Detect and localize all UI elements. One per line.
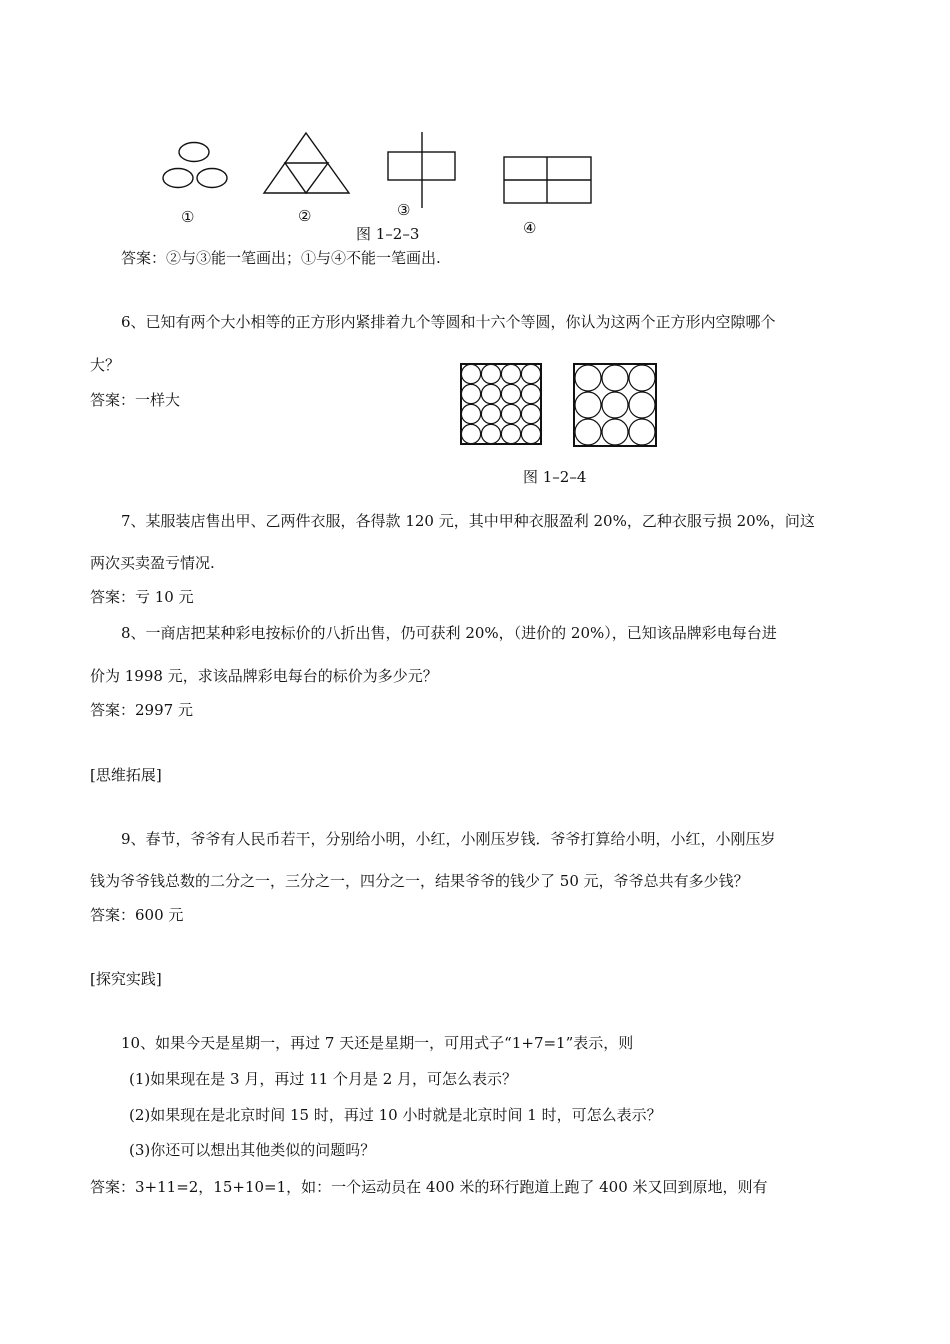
figure-label-3: ③ bbox=[397, 201, 411, 219]
figure-label-2: ② bbox=[298, 207, 312, 225]
q8-text-line2: 价为 1998 元，求该品牌彩电每台的标价为多少元？ bbox=[90, 667, 438, 685]
q9-answer: 答案：600 元 bbox=[90, 906, 184, 924]
figure-1-2-4-square-sixteen-circles bbox=[460, 363, 544, 445]
figure-label-4: ④ bbox=[523, 219, 537, 237]
q10-answer: 答案：3+11=2，15+10=1，如：一个运动员在 400 米的环行跑道上跑了 400 米又回到原地，则有 bbox=[90, 1178, 768, 1196]
q10-intro: 10、如果今天是星期一，再过 7 天还是星期一，可用式子“1+7=1”表示，则 bbox=[121, 1034, 634, 1052]
q6-text-line2: 大？ bbox=[90, 356, 121, 374]
q7-answer: 答案：亏 10 元 bbox=[90, 588, 194, 606]
figure-caption-1-2-3: 图 1–2–3 bbox=[356, 225, 420, 243]
q5-answer: 答案：②与③能一笔画出；①与④不能一笔画出. bbox=[121, 249, 441, 267]
figure-caption-1-2-4: 图 1–2–4 bbox=[523, 468, 587, 486]
q6-text-line1: 6、已知有两个大小相等的正方形内紧排着九个等圆和十六个等圆，你认为这两个正方形内空隙哪个 bbox=[121, 313, 776, 331]
q9-text-line2: 钱为爷爷钱总数的二分之一，三分之一，四分之一，结果爷爷的钱少了 50 元，爷爷总共有多少钱？ bbox=[90, 872, 749, 890]
figure-1-2-3-shape-1-ovals bbox=[160, 138, 230, 190]
figure-1-2-3-shape-3-cross-rectangle bbox=[385, 130, 459, 210]
q8-answer: 答案：2997 元 bbox=[90, 701, 193, 719]
section-heading-practice: [探究实践] bbox=[90, 970, 162, 988]
q7-text-line2: 两次买卖盈亏情况. bbox=[90, 554, 215, 572]
figure-1-2-3-shape-2-triangle bbox=[262, 131, 352, 195]
q6-answer: 答案：一样大 bbox=[90, 391, 181, 409]
figure-1-2-3-shape-4-grid-rectangle bbox=[502, 155, 594, 205]
figure-1-2-4-square-nine-circles bbox=[573, 363, 659, 447]
q10-sub1: (1)如果现在是 3 月，再过 11 个月是 2 月，可怎么表示？ bbox=[129, 1070, 518, 1088]
section-heading-thinking: [思维拓展] bbox=[90, 766, 162, 784]
q10-sub2: (2)如果现在是北京时间 15 时，再过 10 小时就是北京时间 1 时，可怎么表示？ bbox=[129, 1106, 662, 1124]
q9-text-line1: 9、春节，爷爷有人民币若干，分别给小明，小红，小刚压岁钱．爷爷打算给小明，小红，小刚压岁 bbox=[121, 830, 776, 848]
q7-text-line1: 7、某服装店售出甲、乙两件衣服，各得款 120 元，其中甲种衣服盈利 20%，乙种衣服亏损 20%，问这 bbox=[121, 512, 815, 530]
q10-sub3: (3)你还可以想出其他类似的问题吗？ bbox=[129, 1141, 376, 1159]
figure-label-1: ① bbox=[181, 208, 195, 226]
q8-text-line1: 8、一商店把某种彩电按标价的八折出售，仍可获利 20%，（进价的 20%），已知该品牌彩电每台进 bbox=[121, 624, 777, 642]
